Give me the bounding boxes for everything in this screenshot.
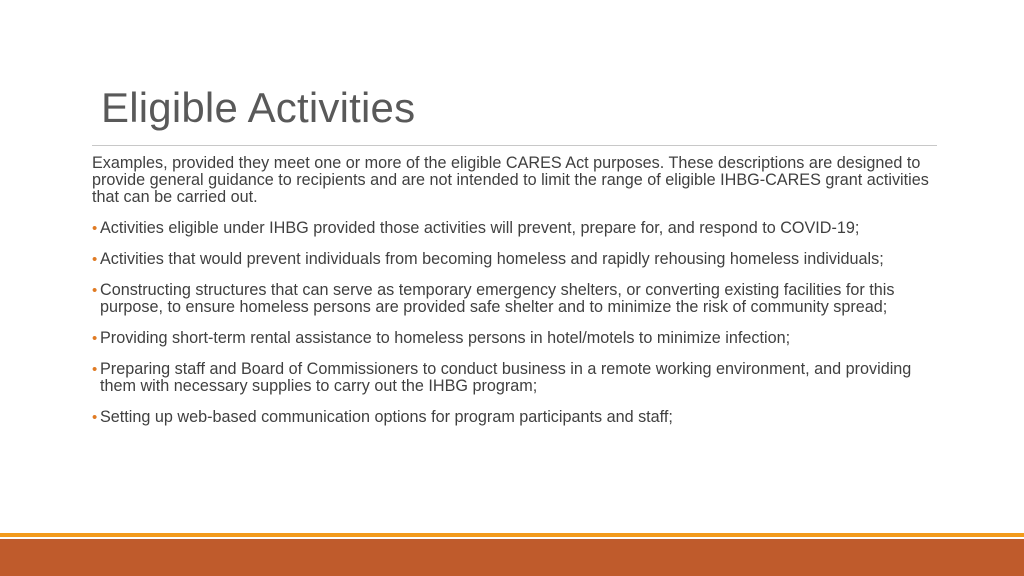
- bullet-item: [92, 282, 942, 316]
- bullet-icon: •: [92, 361, 98, 378]
- bullet-icon: •: [92, 409, 98, 426]
- bullet-icon: •: [92, 282, 98, 299]
- bullet-item: [92, 330, 942, 347]
- bullet-text: Providing short-term rental assistance to homeless persons in hotel/motels to minimize infection;: [100, 329, 791, 347]
- bullet-text: Preparing staff and Board of Commissioners to conduct business in a remote working environment, and providing them with necessary supplies to carry out the IHBG program;: [100, 360, 912, 395]
- intro-paragraph: Examples, provided they meet one or more of the eligible CARES Act purposes. These descriptions are designed to provide general guidance to recipients and are not intended to limit the range of eligible IHBG-CARES grant activities that can be carried out.: [92, 154, 929, 206]
- footer-accent-stripe: [0, 533, 1024, 537]
- bullet-item: [92, 251, 942, 268]
- bullet-text: Constructing structures that can serve as temporary emergency shelters, or converting existing facilities for this purpose, to ensure homeless persons are provided safe shelter and to minimize the risk of community spread;: [100, 281, 895, 316]
- slide-title: Eligible Activities: [101, 84, 416, 131]
- bullet-text: Activities eligible under IHBG provided those activities will prevent, prepare for, and respond to COVID-19;: [100, 219, 860, 237]
- bullet-icon: •: [92, 220, 98, 237]
- bullet-item: [92, 361, 942, 395]
- title-divider: [92, 145, 937, 146]
- slide-body: [92, 155, 942, 440]
- bullet-item: [92, 220, 942, 237]
- bullet-list: [92, 220, 942, 426]
- bullet-text: Setting up web-based communication options for program participants and staff;: [100, 408, 673, 426]
- bullet-icon: •: [92, 251, 98, 268]
- bullet-item: [92, 409, 942, 426]
- footer-band: [0, 539, 1024, 576]
- bullet-icon: •: [92, 330, 98, 347]
- bullet-text: Activities that would prevent individuals from becoming homeless and rapidly rehousing homeless individuals;: [100, 250, 884, 268]
